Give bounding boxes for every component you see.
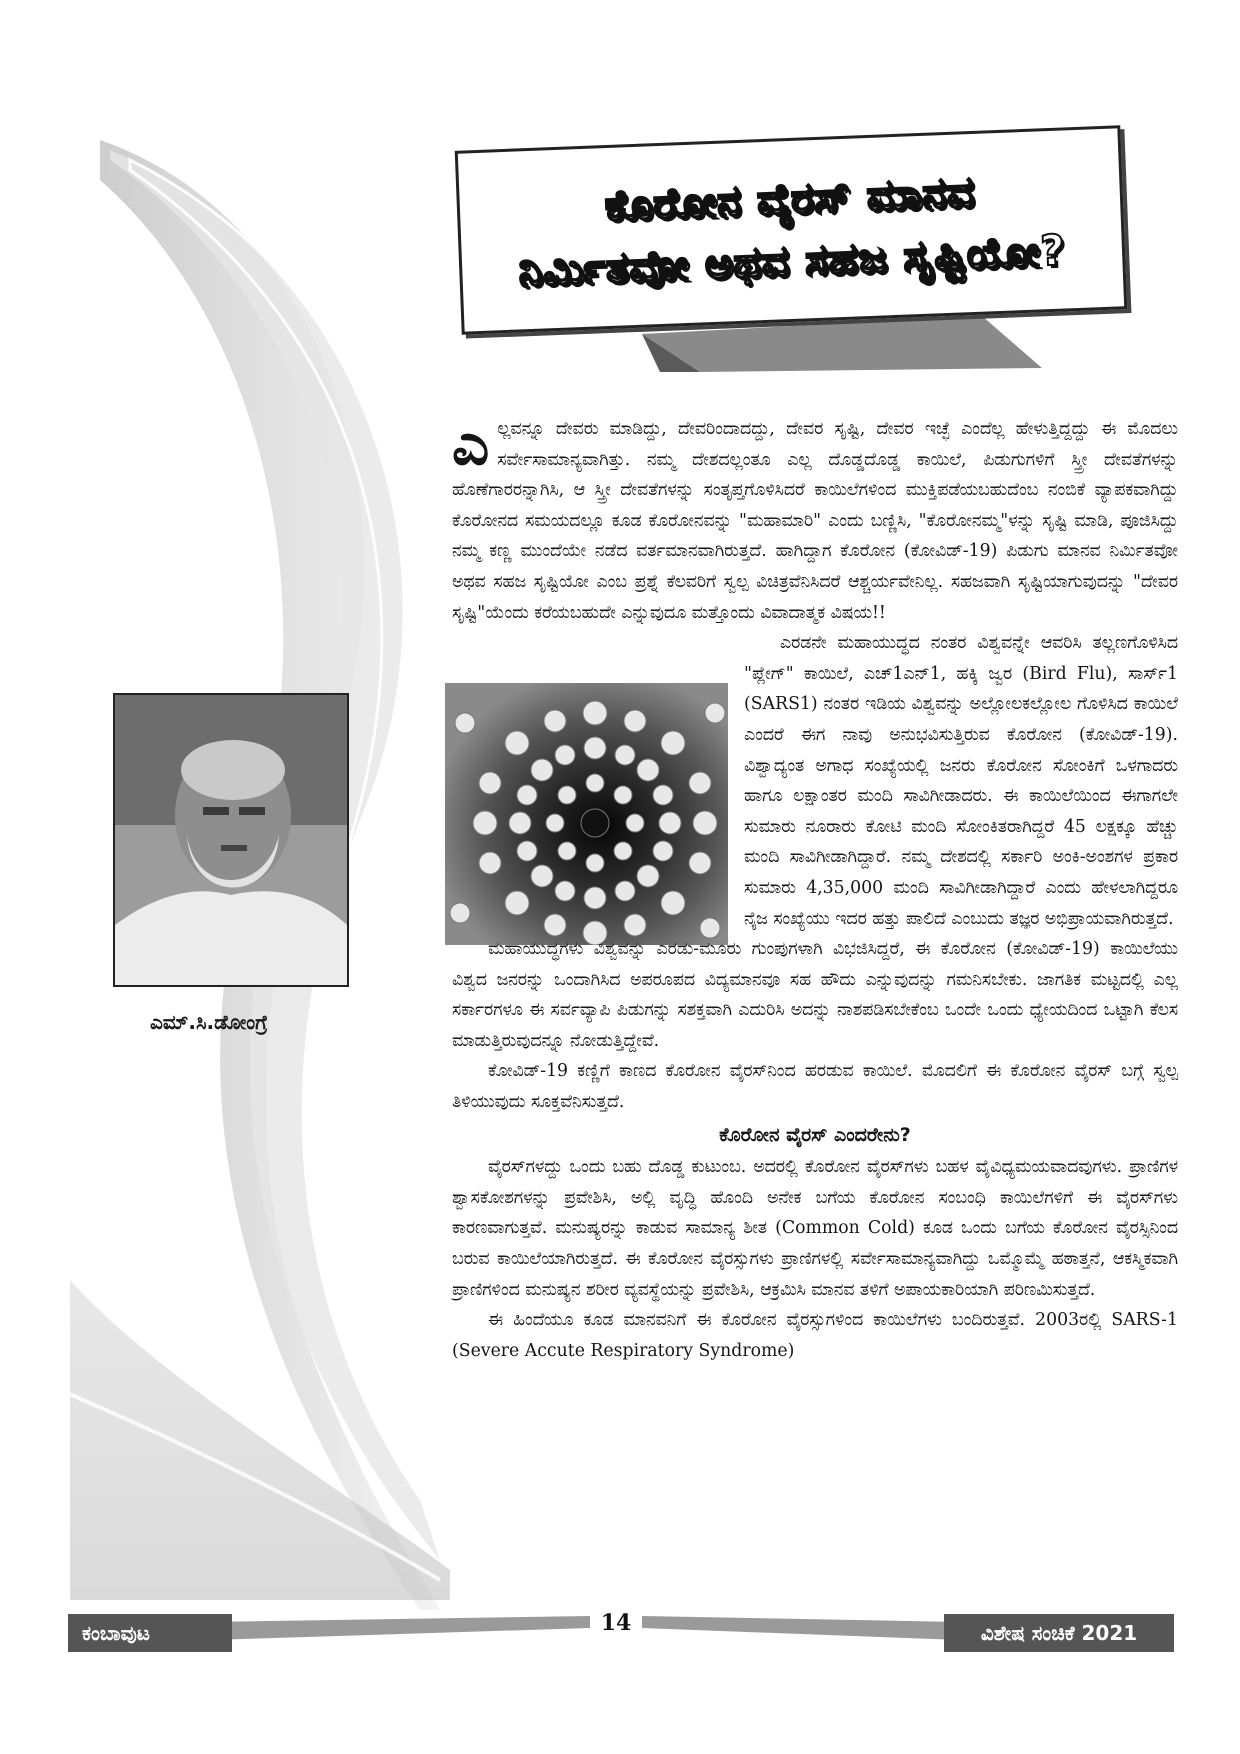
article-title-box (455, 125, 1128, 334)
page-number: 14 (600, 1610, 632, 1636)
article-paragraph-1 (452, 410, 1178, 628)
author-photo (113, 693, 349, 987)
article-paragraph-4: ಕೋವಿಡ್-19 ಕಣ್ಣಿಗೆ ಕಾಣದ ಕೊರೋನ ವೈರಸ್‌ನಿಂದ ಹರಡುವ ಕಾಯಿಲೆ. ಮೊದಲಿಗೆ ಈ ಕೊರೋನ ವೈರಸ್ ಬಗ್ಗೆ ಸ್ವಲ್ಪ ತಿಳಿಯುವುದು ಸೂಕ್ತವೆನಿಸುತ್ತದೆ. (452, 1061, 1178, 1113)
footer-magazine-name: ಕಂಬಾವುಟ (68, 1614, 232, 1652)
author-name: ಎಮ್.ಸಿ.ಡೋಂಗ್ರೆ (150, 1010, 268, 1034)
image-wrap-space (444, 632, 734, 904)
article-paragraph-3: ಮಹಾಯುದ್ಧಗಳು ವಿಶ್ವವನ್ನು ಎರಡು-ಮೂರು ಗುಂಪುಗಳಾಗಿ ವಿಭಜಿಸಿದ್ದರೆ, ಈ ಕೊರೋನ (ಕೋವಿಡ್-19) ಕಾಯಿಲೆಯು ವಿಶ್ವದ ಜನರನ್ನು ಒಂದಾಗಿಸಿದ ಅಪರೂಪದ ವಿದ್ಯಮಾನವೂ ಸಹ ಹೌದು ಎನ್ನುವುದನ್ನು ಗಮನಿಸಬೇಕು. ಜಾಗತಿಕ ಮಟ್ಟದಲ್ಲಿ ಎಲ್ಲ ಸರ್ಕಾರಗಳೂ ಈ ಸರ್ವವ್ಯಾಪಿ ಪಿಡುಗನ್ನು ಸಶಕ್ತವಾಗಿ ಎದುರಿಸಿ ಅದನ್ನು ನಾಶಪಡಿಸಬೇಕೆಂಬ ಒಂದೇ ಒಂದು ಧ್ಯೇಯದಿಂದ ಒಟ್ಟಾಗಿ ಕೆಲಸ ಮಾಡುತ್ತಿರುವುದನ್ನೂ ನೋಡುತ್ತಿದ್ದೇವೆ. (452, 939, 1178, 1051)
paragraph-1-text: ಲ್ಲವನ್ನೂ ದೇವರು ಮಾಡಿದ್ದು, ದೇವರಿಂದಾದದ್ದು, ದೇವರ ಸೃಷ್ಟಿ, ದೇವರ ಇಚ್ಛೆ ಎಂದೆಲ್ಲ ಹೇಳುತ್ತಿದ್ದದ್ದು ಈ ಮೊದಲು ಸರ್ವೇಸಾಮಾನ್ಯವಾಗಿತ್ತು. ನಮ್ಮ ದೇಶದಲ್ಲಂತೂ ಎಲ್ಲ ದೊಡ್ಡದೊಡ್ಡ ಕಾಯಿಲೆ, ಪಿಡುಗುಗಳಿಗೆ ಸ್ತ್ರೀ ದೇವತೆಗಳನ್ನು ಹೊಣೆಗಾರರನ್ನಾಗಿಸಿ, ಆ ಸ್ತ್ರೀ ದೇವತೆಗಳನ್ನು ಸಂತೃಪ್ತಗೊಳಿಸಿದರೆ ಕಾಯಿಲೆಗಳಿಂದ ಮುಕ್ತಿಪಡೆಯಬಹುದೆಂಬ ನಂಬಿಕೆ ವ್ಯಾಪಕವಾಗಿದ್ದು ಕೊರೋನದ ಸಮಯದಲ್ಲೂ ಕೂಡ ಕೊರೋನವನ್ನು "ಮಹಾಮಾರಿ" ಎಂದು ಬಣ್ಣಿಸಿ, "ಕೊರೋನಮ್ಮ"ಳನ್ನು ಸೃಷ್ಟಿ ಮಾಡಿ, ಪೂಜಿಸಿದ್ದು ನಮ್ಮ ಕಣ್ಣ ಮುಂದೆಯೇ ನಡೆದ ವರ್ತಮಾನವಾಗಿರುತ್ತದೆ. ಹಾಗಿದ್ದಾಗ ಕೊರೋನ (ಕೋವಿಡ್-19) ಪಿಡುಗು ಮಾನವ ನಿರ್ಮಿತವೋ ಅಥವ ಸಹಜ ಸೃಷ್ಟಿಯೋ ಎಂಬ ಪ್ರಶ್ನೆ ಕೆಲವರಿಗೆ ಸ್ವಲ್ಪ ವಿಚಿತ್ರವೆನಿಸಿದರೆ ಆಶ್ಚರ್ಯವೇನಿಲ್ಲ. ಸಹಜವಾಗಿ ಸೃಷ್ಟಿಯಾಗುವುದನ್ನು "ದೇವರ ಸೃಷ್ಟಿ"ಯೆಂದು ಕರೆಯಬಹುದೇ ಎನ್ನುವುದೂ ಮತ್ತೊಂದು ವಿವಾದಾತ್ಮಕ ವಿಷಯ!! (452, 419, 1178, 623)
article-title-line-2: ನಿರ್ಮಿತವೋ ಅಥವ ಸಹಜ ಸೃಷ್ಟಿಯೋ? (517, 225, 1067, 296)
drop-cap: ಎ (452, 410, 490, 478)
article-body (452, 410, 1178, 1366)
footer-issue-label: ವಿಶೇಷ ಸಂಚಿಕೆ 2021 (944, 1614, 1174, 1652)
article-title-line-1: ಕೊರೋನ ವೈರಸ್ ಮಾನವ (603, 166, 976, 231)
article-paragraph-2: ಎರಡನೇ ಮಹಾಯುದ್ಧದ ನಂತರ ವಿಶ್ವವನ್ನೇ ಆವರಿಸಿ ತಲ್ಲಣಗೊಳಿಸಿದ "ಪ್ಲೇಗ್" ಕಾಯಿಲೆ, ಎಚ್1ಎನ್1, ಹಕ್ಕಿ ಜ್ವರ (Bird Flu), ಸಾರ್ಸ್1 (SARS1) ನಂತರ ಇಡಿಯ ವಿಶ್ವವನ್ನು ಅಲ್ಲೋಲಕಲ್ಲೋಲ ಗೊಳಿಸಿದ ಕಾಯಿಲೆ ಎಂದರೆ ಈಗ ನಾವು ಅನುಭವಿಸುತ್ತಿರುವ ಕೊರೋನ (ಕೋವಿಡ್-19). ವಿಶ್ವಾದ್ಯಂತ ಅಗಾಧ ಸಂಖ್ಯೆಯಲ್ಲಿ ಜನರು ಕೊರೋನ ಸೋಂಕಿಗೆ ಒಳಗಾದರು ಹಾಗೂ ಲಕ್ಷಾಂತರ ಮಂದಿ ಸಾವಿಗೀಡಾದರು. ಈ ಕಾಯಿಲೆಯಿಂದ ಈಗಾಗಲೇ ಸುಮಾರು ನೂರಾರು ಕೋಟಿ ಮಂದಿ ಸೋಂಕಿತರಾಗಿದ್ದರೆ 45 ಲಕ್ಷಕ್ಕೂ ಹೆಚ್ಚು ಮಂದಿ ಸಾವಿಗೀಡಾಗಿದ್ದಾರೆ. ನಮ್ಮ ದೇಶದಲ್ಲಿ ಸರ್ಕಾರಿ ಅಂಕಿ-ಅಂಶಗಳ ಪ್ರಕಾರ ಸುಮಾರು 4,35,000 ಮಂದಿ ಸಾವಿಗೀಡಾಗಿದ್ದಾರೆ ಎಂದು ಹೇಳಲಾಗಿದ್ದರೂ ನೈಜ ಸಂಖ್ಯೆಯು ಇದರ ಹತ್ತು ಪಾಲಿದೆ ಎಂಬುದು ತಜ್ಞರ ಅಭಿಪ್ರಾಯವಾಗಿರುತ್ತದೆ. (744, 633, 1178, 929)
section-subheading: ಕೊರೋನ ವೈರಸ್ ಎಂದರೇನು? (719, 1123, 911, 1146)
article-paragraph-5: ವೈರಸ್‌ಗಳದ್ದು ಒಂದು ಬಹು ದೊಡ್ಡ ಕುಟುಂಬ. ಅದರಲ್ಲಿ ಕೊರೋನ ವೈರಸ್‌ಗಳು ಬಹಳ ವೈವಿಧ್ಯಮಯವಾದವುಗಳು. ಪ್ರಾಣಿಗಳ ಶ್ವಾಸಕೋಶಗಳನ್ನು ಪ್ರವೇಶಿಸಿ, ಅಲ್ಲಿ ವೃದ್ಧಿ ಹೊಂದಿ ಅನೇಕ ಬಗೆಯ ಕೊರೋನ ಸಂಬಂಧಿ ಕಾಯಿಲೆಗಳಿಗೆ ಈ ವೈರಸ್‌ಗಳು ಕಾರಣವಾಗುತ್ತವೆ. ಮನುಷ್ಯರನ್ನು ಕಾಡುವ ಸಾಮಾನ್ಯ ಶೀತ (Common Cold) ಕೂಡ ಒಂದು ಬಗೆಯ ಕೊರೋನ ವೈರಸ್ಸಿನಿಂದ ಬರುವ ಕಾಯಿಲೆಯಾಗಿರುತ್ತದೆ. ಈ ಕೊರೋನ ವೈರಸ್ಸುಗಳು ಪ್ರಾಣಿಗಳಲ್ಲಿ ಸರ್ವೇಸಾಮಾನ್ಯವಾಗಿದ್ದು ಒಮ್ಮೊಮ್ಮೆ ಹಠಾತ್ತನೆ, ಆಕಸ್ಮಿಕವಾಗಿ ಪ್ರಾಣಿಗಳಿಂದ ಮನುಷ್ಯನ ಶರೀರ ವ್ಯವಸ್ಥೆಯನ್ನು ಪ್ರವೇಶಿಸಿ, ಆಕ್ರಮಿಸಿ ಮಾನವ ತಳಿಗೆ ಅಪಾಯಕಾರಿಯಾಗಿ ಪರಿಣಮಿಸುತ್ತದೆ. (452, 1157, 1178, 1300)
article-paragraph-6: ಈ ಹಿಂದೆಯೂ ಕೂಡ ಮಾನವನಿಗೆ ಈ ಕೊರೋನ ವೈರಸ್ಸುಗಳಿಂದ ಕಾಯಿಲೆಗಳು ಬಂದಿರುತ್ತವೆ. 2003ರಲ್ಲಿ SARS-1 (Severe Accute Respiratory Syndrome) (452, 1310, 1178, 1361)
